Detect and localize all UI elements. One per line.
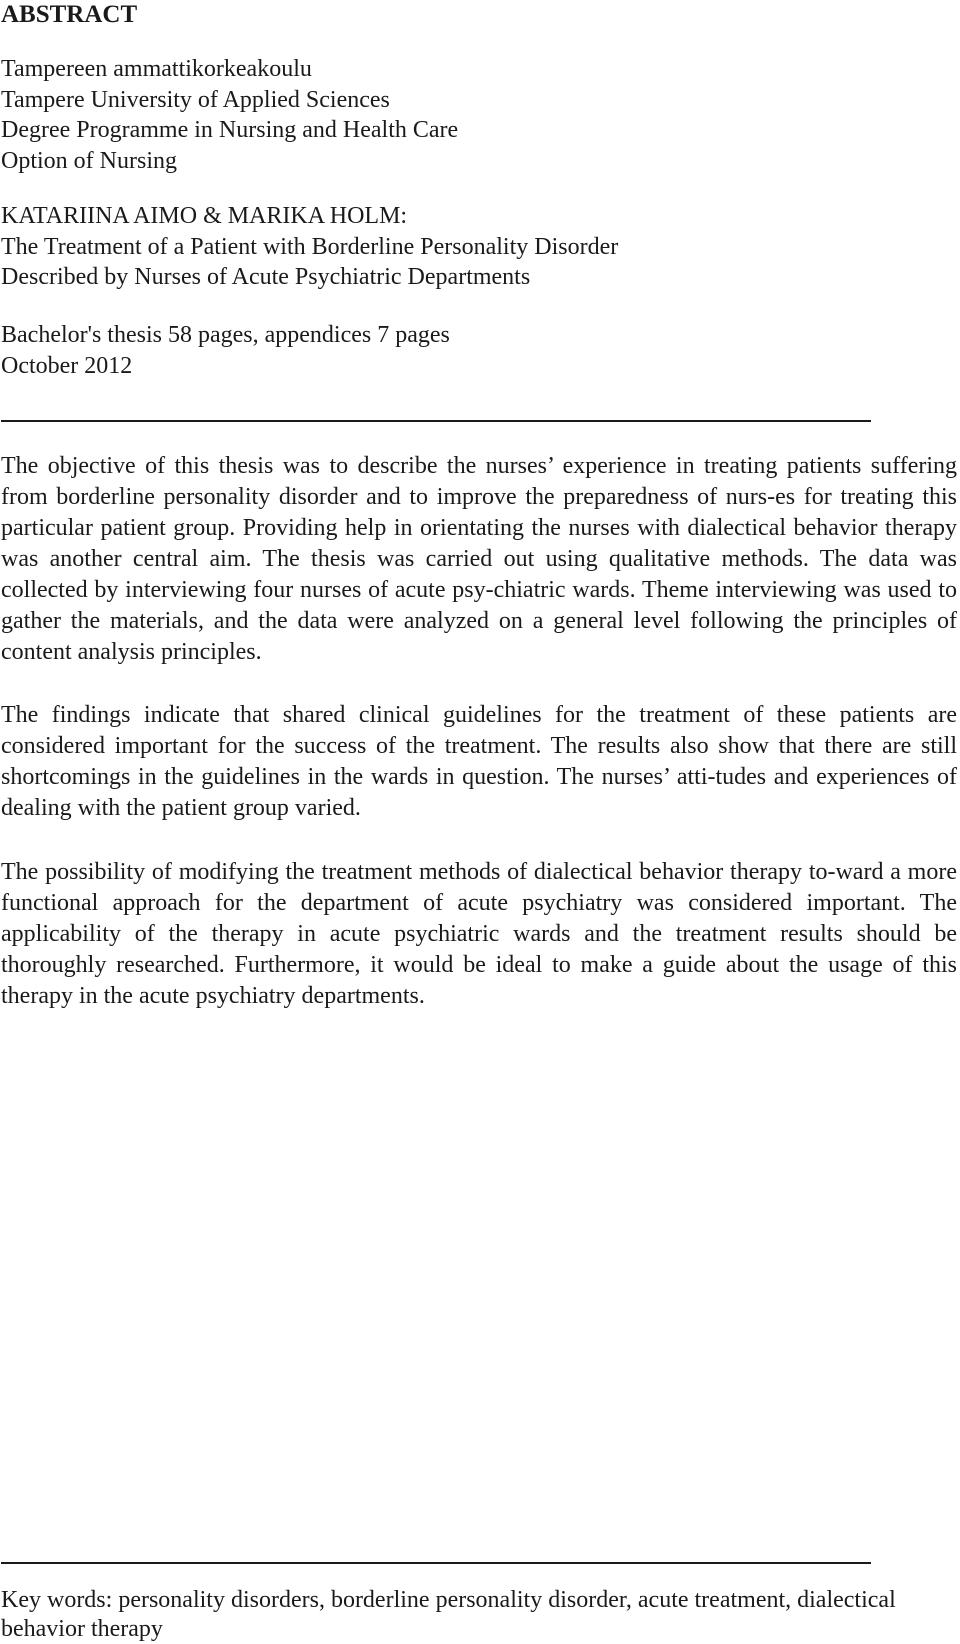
- abstract-heading: ABSTRACT: [1, 1, 138, 28]
- authors: KATARIINA AIMO & MARIKA HOLM:: [1, 203, 408, 229]
- abstract-paragraph-2: The findings indicate that shared clinical guidelines for the treatment of these patients are considered important for the success of the treatment. The results also show that there are still shortcomings in the guidelines in the wards in question. The nurses’ atti-tudes and experiences of dealing with the patient group varied.: [1, 702, 957, 821]
- option-line: Option of Nursing: [1, 147, 177, 174]
- abstract-paragraph-3: The possibility of modifying the treatment methods of dialectical behavior therapy to-ward a more functional approach for the department of acute psychiatry was considered important. The applicability of the therapy in acute psychiatric wards and the treatment results should be thoroughly researched. Furthermore, it would be ideal to make a guide about the usage of this therapy in the acute psychiatry departments.: [1, 859, 957, 1009]
- bottom-divider: [1, 1562, 871, 1564]
- institution-line-finnish: Tampereen ammattikorkeakoulu: [1, 56, 312, 82]
- institution-block: [1, 54, 458, 176]
- abstract-paragraph-1: The objective of this thesis was to describe the nurses’ experience in treating patients suffering from borderline personality disorder and to improve the preparedness of nurs-es for treating this particular patient group. Providing help in orientating the nurses with dialectical behavior therapy was another central aim. The thesis was carried out using qualitative methods. The data was collected by interviewing four nurses of acute psy-chiatric wards. Theme interviewing was used to gather the materials, and the data were analyzed on a general level following the principles of content analysis principles.: [1, 453, 957, 665]
- authors-title-block: [1, 201, 618, 293]
- top-divider: [1, 420, 871, 422]
- thesis-date: October 2012: [1, 352, 133, 379]
- thesis-title-line-2: Described by Nurses of Acute Psychiatric Departments: [1, 264, 531, 290]
- thesis-title-line-1: The Treatment of a Patient with Borderline Personality Disorder: [1, 233, 619, 260]
- keywords: Key words: personality disorders, borderline personality disorder, acute treatment, dialectical behavior therapy: [1, 1587, 896, 1642]
- degree-programme: Degree Programme in Nursing and Health Care: [1, 117, 459, 143]
- thesis-pages: Bachelor's thesis 58 pages, appendices 7 pages: [1, 322, 450, 348]
- thesis-info-block: [1, 320, 450, 381]
- institution-line-english: Tampere University of Applied Sciences: [1, 86, 390, 113]
